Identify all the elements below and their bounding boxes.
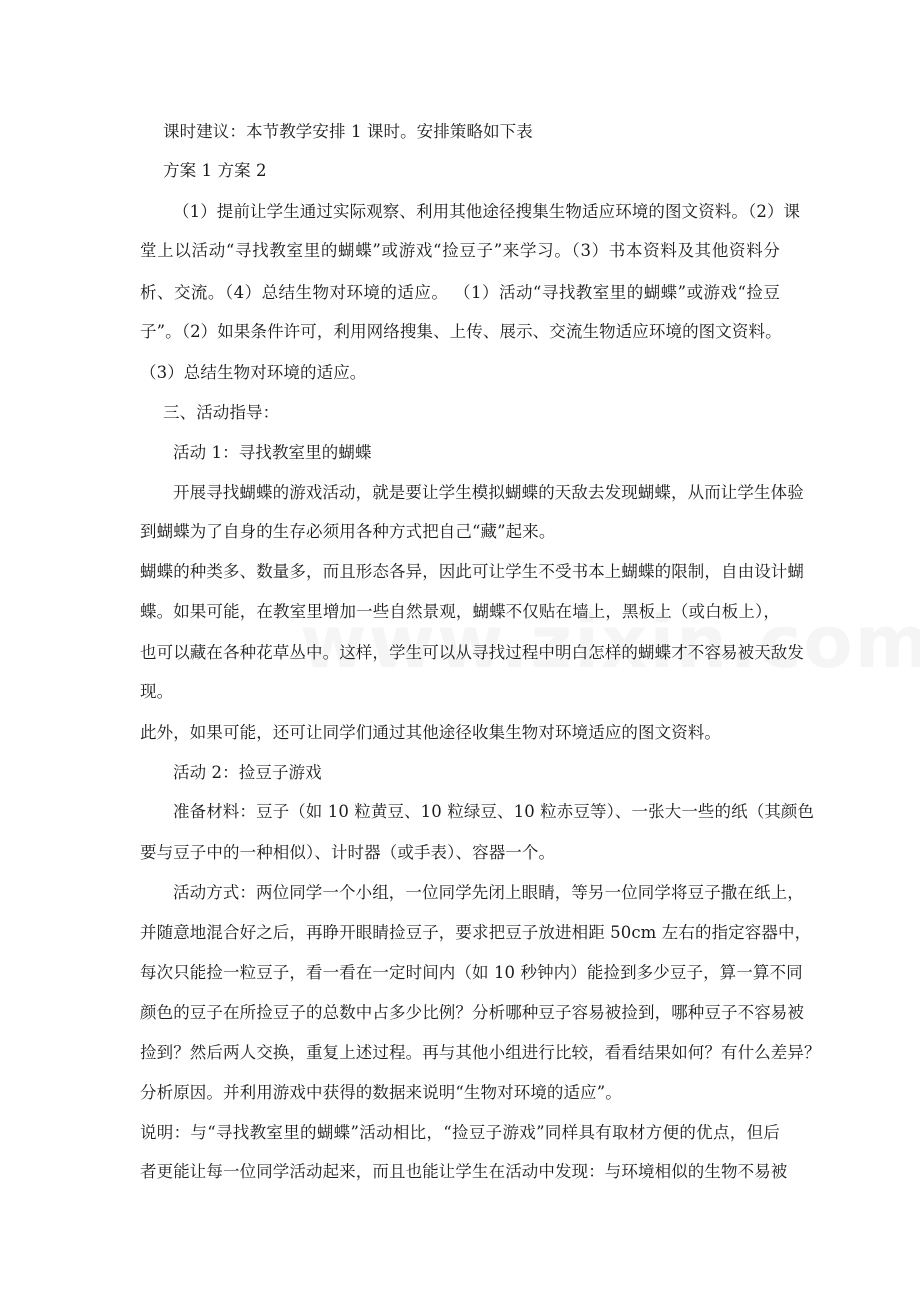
text-line-12: 蝴蝶的种类多、数量多，而且形态各异，因此可让学生不受书本上蝴蝶的限制，自由设计蝴 — [140, 562, 804, 581]
text-line-10: 开展寻找蝴蝶的游戏活动，就是要让学生模拟蝴蝶的天敌去发现蝴蝶，从而让学生体验 — [173, 483, 804, 502]
text-line-15: 现。 — [140, 682, 174, 701]
text-line-21: 并随意地混合好之后，再睁开眼睛捡豆子，要求把豆子放进相距 50cm 左右的指定容器中， — [140, 923, 812, 942]
text-line-13: 蝶。如果可能，在教室里增加一些自然景观，蝴蝶不仅贴在墙上，黑板上（或白板上）， — [140, 602, 780, 621]
text-line-20: 活动方式：两位同学一个小组，一位同学先闭上眼睛，等另一位同学将豆子撒在纸上， — [173, 883, 804, 902]
text-line-24: 捡到？然后两人交换，重复上述过程。再与其他小组进行比较，看看结果如何？有什么差异？ — [140, 1043, 821, 1062]
text-line-1: 课时建议：本节教学安排 1 课时。安排策略如下表 — [163, 122, 533, 141]
text-line-3: （1）提前让学生通过实际观察、利用其他途径搜集生物适应环境的图文资料。（2）课 — [173, 202, 801, 221]
text-line-26: 说明：与“寻找教室里的蝴蝶”活动相比，“捡豆子游戏”同样具有取材方便的优点，但后 — [140, 1123, 780, 1142]
text-line-14: 也可以藏在各种花草丛中。这样，学生可以从寻找过程中明白怎样的蝴蝶才不容易被天敌发 — [140, 643, 804, 662]
text-line-16: 此外，如果可能，还可让同学们通过其他途径收集生物对环境适应的图文资料。 — [140, 723, 721, 742]
text-line-4: 堂上以活动“寻找教室里的蝴蝶”或游戏“捡豆子”来学习。（3）书本资料及其他资料分 — [140, 241, 780, 260]
section-heading: 三、活动指导： — [163, 403, 280, 422]
text-line-11: 到蝴蝶为了自身的生存必须用各种方式把自己“藏”起来。 — [140, 522, 556, 541]
text-line-19: 要与豆子中的一种相似）、计时器（或手表）、容器一个。 — [140, 843, 556, 862]
activity-2-heading: 活动 2：捡豆子游戏 — [173, 763, 322, 782]
text-line-7: （3）总结生物对环境的适应。 — [140, 363, 367, 382]
text-line-5: 析、交流。（4）总结生物对环境的适应。 （1）活动“寻找教室里的蝴蝶”或游戏“捡豆 — [140, 283, 780, 302]
text-line-6: 子”。（2）如果条件许可，利用网络搜集、上传、展示、交流生物适应环境的图文资料。 — [140, 322, 782, 341]
text-line-22: 每次只能捡一粒豆子，看一看在一定时间内（如 10 秒钟内）能捡到多少豆子，算一算不同 — [140, 963, 803, 982]
text-line-2: 方案 1 方案 2 — [163, 161, 267, 180]
text-line-18: 准备材料：豆子（如 10 粒黄豆、10 粒绿豆、10 粒赤豆等）、一张大一些的纸（其颜色 — [173, 802, 815, 821]
text-line-23: 颜色的豆子在所捡豆子的总数中占多少比例？分析哪种豆子容易被捡到，哪种豆子不容易被 — [140, 1003, 804, 1022]
activity-1-heading: 活动 1：寻找教室里的蝴蝶 — [173, 443, 372, 462]
text-line-25: 分析原因。并利用游戏中获得的数据来说明“生物对环境的适应”。 — [140, 1083, 622, 1102]
text-line-27: 者更能让每一位同学活动起来，而且也能让学生在活动中发现：与环境相似的生物不易被 — [140, 1162, 788, 1181]
